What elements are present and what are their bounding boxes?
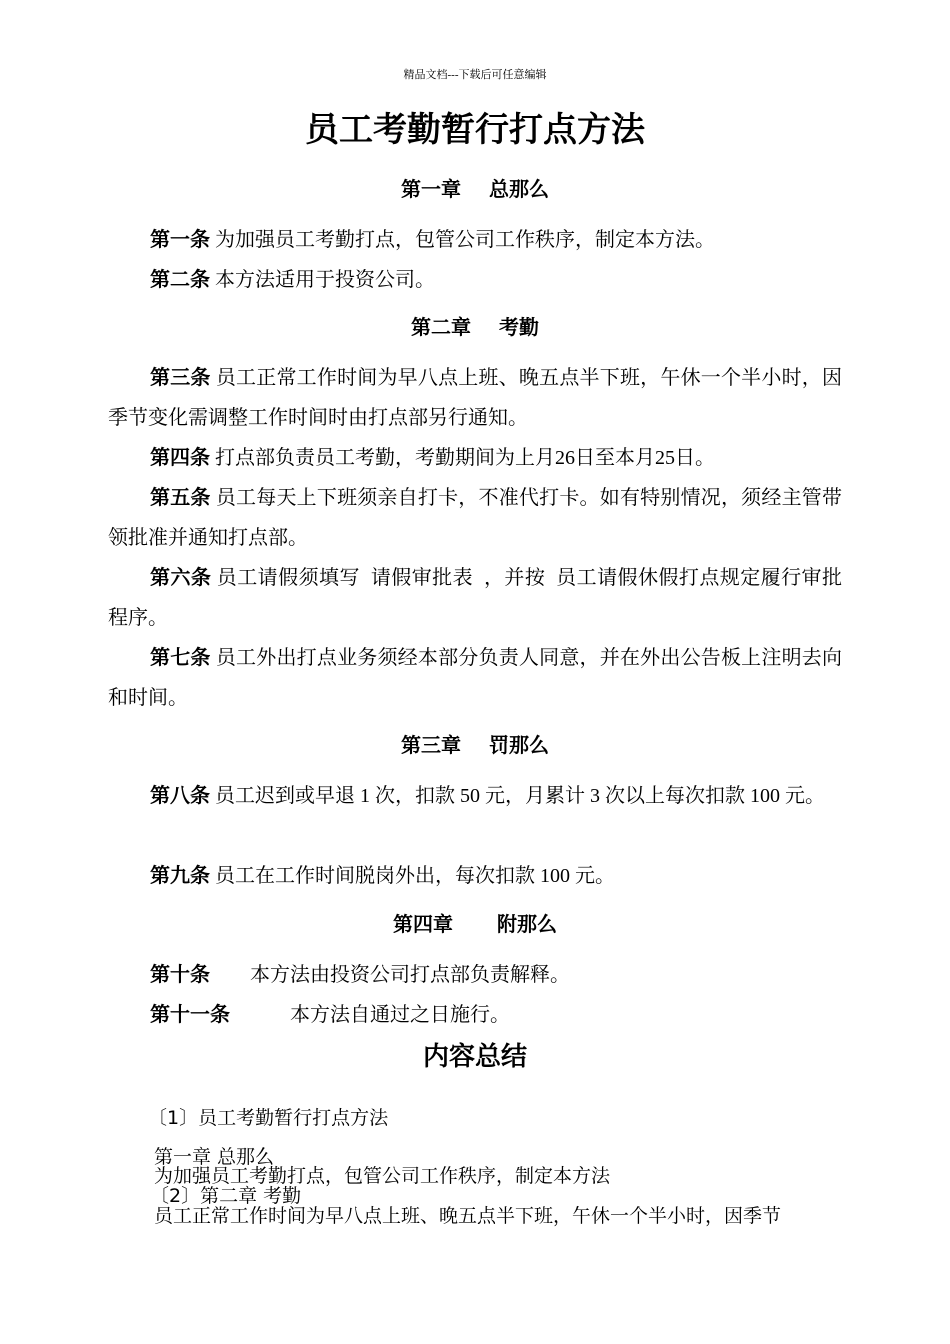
summary-line: 员工正常工作时间为早八点上班、晚五点半下班，午休一个半小时，因季节	[154, 1205, 782, 1227]
article	[108, 995, 842, 1035]
article-label: 第三条	[150, 367, 211, 389]
article-text: 员工迟到或早退 1 次，扣款 50 元，月累计 3 次以上每次扣款 100 元。	[210, 785, 825, 807]
summary-line: 为加强员工考勤打点，包管公司工作秩序，制定本方法	[154, 1165, 611, 1187]
article-text: 本方法适用于投资公司。	[210, 269, 435, 291]
article	[108, 955, 842, 995]
chapter-number: 第二章	[411, 317, 471, 339]
summary-title: 内容总结	[422, 1042, 527, 1072]
article-label: 第一条	[150, 229, 210, 251]
article	[108, 260, 842, 300]
summary-line: 〔2〕第二章 考勤	[150, 1185, 302, 1207]
article-text: 员工在工作时间脱岗外出，每次扣款 100 元。	[210, 865, 615, 887]
chapter-name: 考勤	[499, 317, 539, 339]
article-text: 本方法由投资公司打点部负责解释。	[210, 964, 570, 986]
article-label: 第十一条	[150, 1004, 230, 1026]
chapter-name: 附那么	[497, 914, 557, 936]
summary-line: 第一章 总那么	[154, 1146, 275, 1168]
article-text: 打点部负责员工考勤，考勤期间为上月26日至本月25日。	[210, 447, 715, 469]
article	[108, 856, 842, 896]
chapter-heading	[0, 308, 950, 348]
article	[108, 220, 842, 260]
chapter-heading	[0, 726, 950, 766]
article	[108, 776, 842, 816]
article	[108, 558, 842, 638]
article-label: 第二条	[150, 269, 210, 291]
article-text: 员工外出打点业务须经本部分负责人同意，并在外出公告板上注明去向和时间。	[108, 647, 843, 709]
chapter-heading	[0, 905, 950, 945]
article-label: 第六条	[150, 567, 212, 589]
article-text: 为加强员工考勤打点，包管公司工作秩序，制定本方法。	[210, 229, 715, 251]
article	[108, 438, 842, 478]
article-text: 员工每天上下班须亲自打卡，不准代打卡。如有特别情况，须经主管带领批准并通知打点部。	[108, 487, 843, 549]
article-text: 本方法自通过之日施行。	[230, 1004, 510, 1026]
article-label: 第五条	[150, 487, 211, 509]
article-label: 第七条	[150, 647, 211, 669]
article	[108, 358, 842, 438]
chapter-name: 罚那么	[489, 735, 549, 757]
chapter-number: 第一章	[401, 179, 461, 201]
header-note: 精品文档---下载后可任意编辑	[403, 69, 547, 81]
article-label: 第八条	[150, 785, 210, 807]
article-label: 第十条	[150, 964, 210, 986]
summary-line: 〔1〕员工考勤暂行打点方法	[148, 1107, 389, 1129]
article	[108, 638, 842, 718]
article-text: 员工请假须填写 请假审批表 ，并按 员工请假休假打点规定履行审批程序。	[108, 567, 843, 629]
chapter-heading	[0, 170, 950, 210]
chapter-number: 第三章	[401, 735, 461, 757]
article-label: 第九条	[150, 865, 210, 887]
document-title: 员工考勤暂行打点方法	[305, 112, 645, 149]
chapter-name: 总那么	[489, 179, 549, 201]
article-label: 第四条	[150, 447, 210, 469]
article-text: 员工正常工作时间为早八点上班、晚五点半下班，午休一个半小时，因季节变化需调整工作时间时由打点部另行通知。	[108, 367, 843, 429]
chapter-number: 第四章	[393, 914, 453, 936]
article	[108, 478, 842, 558]
